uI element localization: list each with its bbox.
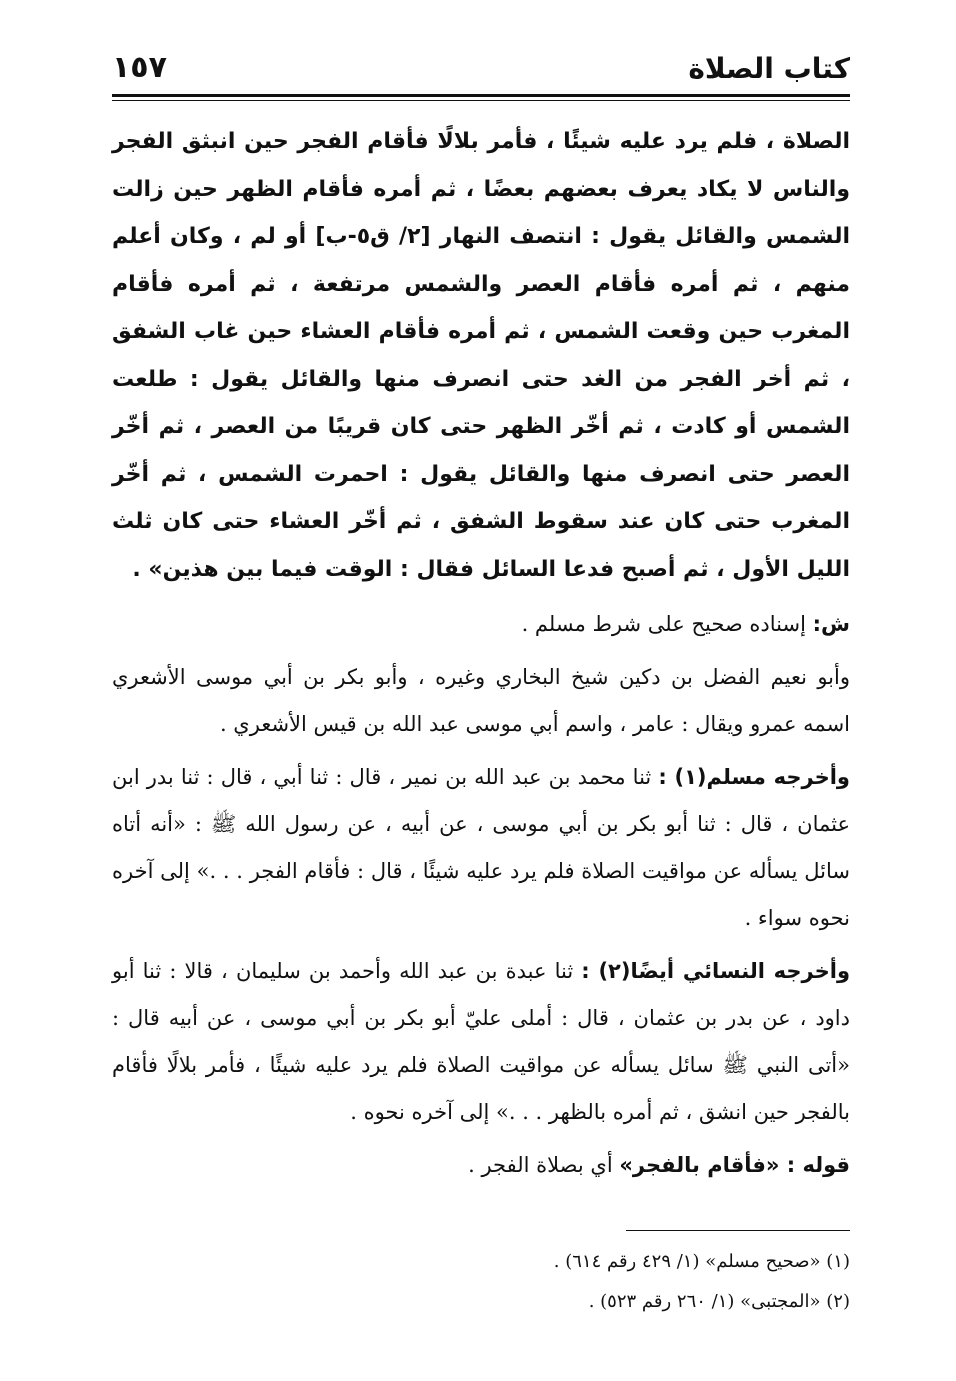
commentary-paragraph	[112, 754, 850, 942]
paragraph-lead: قوله : «فأقام بالفجر»	[619, 1153, 850, 1177]
paragraph-text: إسناده صحيح على شرط مسلم .	[521, 612, 813, 636]
page-number: ١٥٧	[112, 50, 167, 85]
page-header	[112, 48, 850, 92]
paragraph-text: ثنا عبدة بن عبد الله وأحمد بن سليمان ، قالا : ثنا أبو داود ، عن بدر بن عثمان ، قال : أملى عليّ أبو بكر بن أبي موسى ، عن أبيه قال : «أتى النبي ﷺ سائل يسأله عن مواقيت الصلاة فلم يرد عليه شيئًا ، فأمر بلالًا فأقام بالفجر حين انشق ، ثم أمره بالظهر . . .» إلى آخره نحوه .	[112, 959, 850, 1124]
commentary-paragraph	[112, 1142, 850, 1189]
paragraph-lead: وأخرجه النسائي أيضًا(٢) :	[581, 959, 850, 983]
header-rule	[112, 94, 850, 97]
main-text	[112, 118, 850, 1195]
hadith-text: الصلاة ، فلم يرد عليه شيئًا ، فأمر بلالًا فأقام الفجر حين انبثق الفجر والناس لا يكاد يعرف بعضهم بعضًا ، ثم أمره فأقام الظهر حين زالت الشمس والقائل يقول : انتصف النهار [٢/ ق٥-ب] أو لم ، وكان أعلم منهم ، ثم أمره فأقام العصر والشمس مرتفعة ، ثم أمره فأقام المغرب حين وقعت الشمس ، ثم أمره فأقام العشاء حين غاب الشفق ، ثم أخر الفجر من الغد حتى انصرف منها والقائل يقول : طلعت الشمس أو كادت ، ثم أخّر الظهر حتى كان قريبًا من العصر ، ثم أخّر العصر حتى انصرف منها والقائل يقول : احمرت الشمس ، ثم أخّر المغرب حتى كان عند سقوط الشفق ، ثم أخّر العشاء حتى كان ثلث الليل الأول ، ثم أصبح فدعا السائل فقال : الوقت فيما بين هذين» .	[112, 129, 851, 582]
commentary-paragraph	[112, 654, 850, 748]
running-title: كتاب الصلاة	[688, 52, 850, 85]
paragraph-lead: وأخرجه مسلم(١) :	[658, 765, 850, 789]
commentary-paragraph	[112, 601, 850, 648]
paragraph-lead: ش:	[812, 612, 850, 636]
header-rule-thin	[112, 100, 850, 101]
footnote: (٢) «المجتبى» (١/ ٢٦٠ رقم ٥٢٣) .	[588, 1291, 850, 1312]
paragraph-text: ثنا محمد بن عبد الله بن نمير ، قال : ثنا أبي ، قال : ثنا بدر ابن عثمان ، قال : ثنا أبو بكر بن أبي موسى ، عن أبيه ، عن رسول الله ﷺ : «أنه أتاه سائل يسأله عن مواقيت الصلاة فلم يرد عليه شيئًا ، قال : فأقام الفجر . . .» إلى آخره نحوه سواء .	[112, 765, 850, 930]
footnote: (١) «صحيح مسلم» (١/ ٤٢٩ رقم ٦١٤) .	[553, 1251, 850, 1272]
footnote-separator	[626, 1230, 850, 1231]
commentary-paragraph	[112, 948, 850, 1136]
paragraph-text: أي بصلاة الفجر .	[468, 1153, 620, 1177]
footnotes	[112, 1242, 850, 1322]
paragraph-text: وأبو نعيم الفضل بن دكين شيخ البخاري وغيره ، وأبو بكر بن أبي موسى الأشعري اسمه عمرو ويقال : عامر ، واسم أبي موسى عبد الله بن قيس الأشعري .	[112, 665, 850, 736]
